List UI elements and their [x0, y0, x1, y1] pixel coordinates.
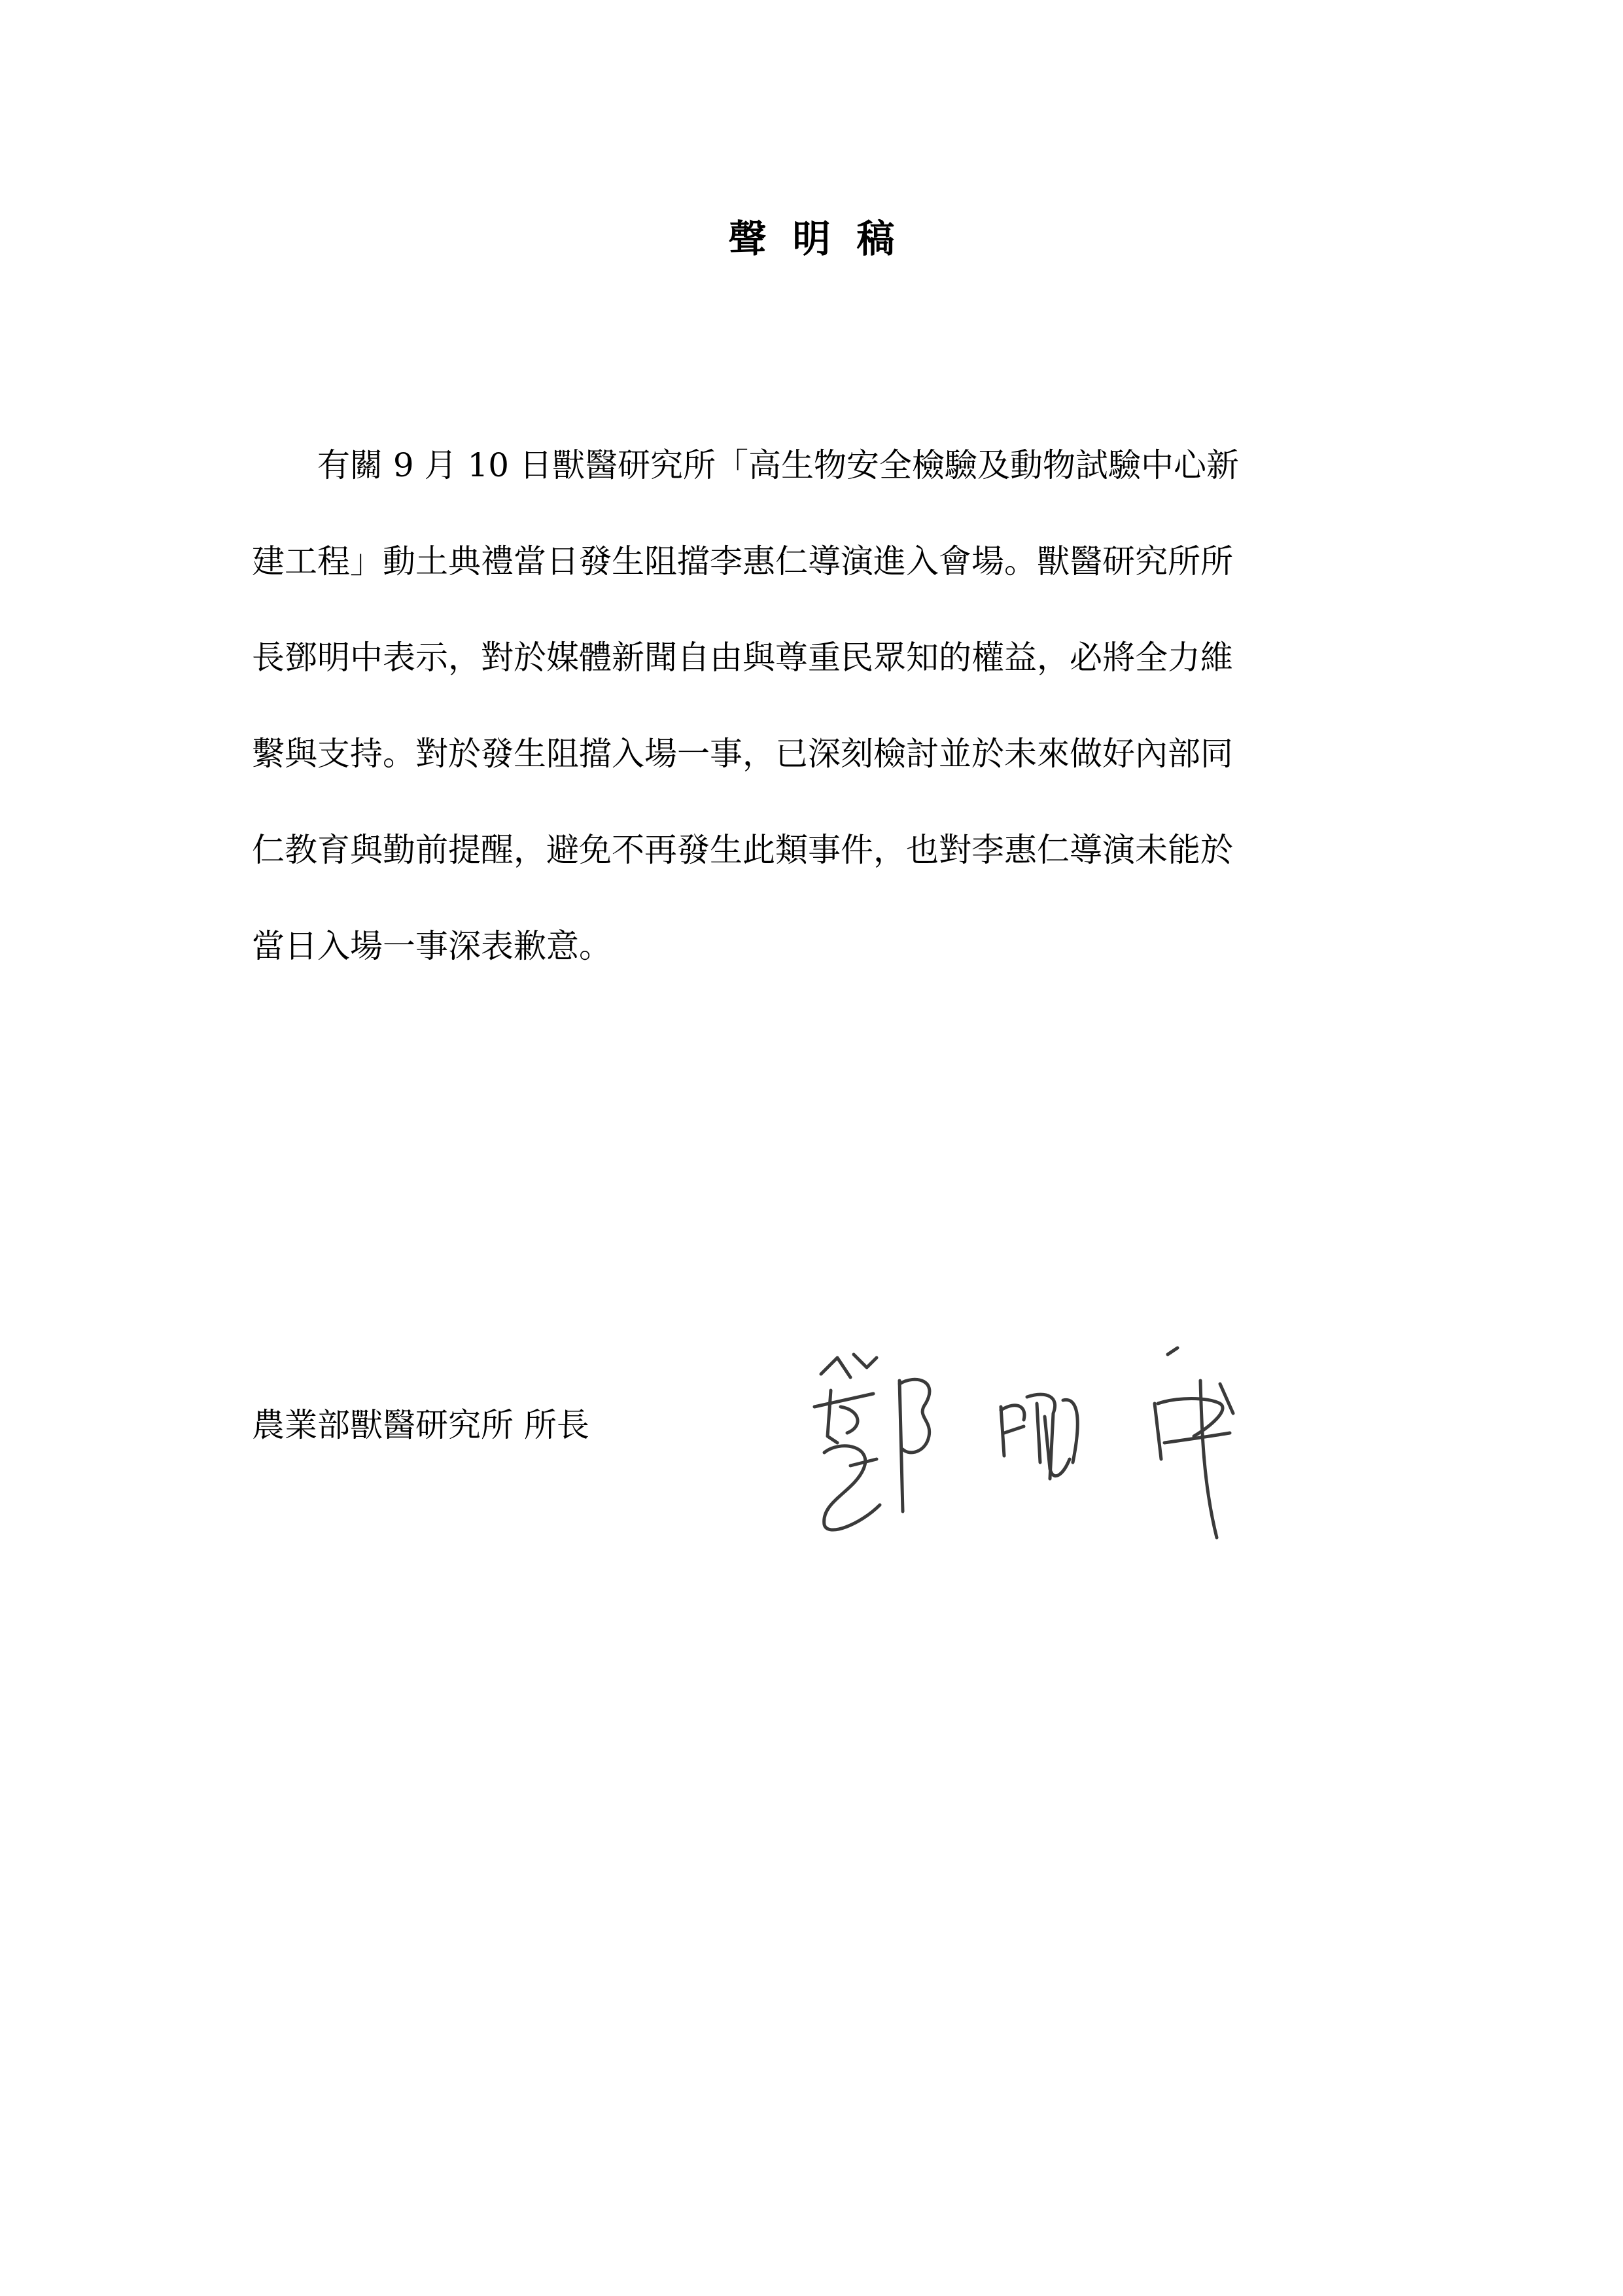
body-line-2: 建工程」動土典禮當日發生阻擋李惠仁導演進入會場。獸醫研究所所 — [252, 542, 1233, 580]
body-line-6: 當日入場一事深表歉意。 — [252, 927, 612, 965]
statement-body — [252, 417, 1384, 995]
body-line-5: 仁教育與勤前提醒，避免不再發生此類事件，也對李惠仁導演未能於 — [252, 831, 1233, 869]
body-line-1: 有關 9 月 10 日獸醫研究所「高生物安全檢驗及動物試驗中心新 — [317, 446, 1240, 484]
signature-icon — [801, 1328, 1312, 1544]
body-line-4: 繫與支持。對於發生阻擋入場一事，已深刻檢討並於未來做好內部同 — [252, 735, 1233, 773]
body-line-3: 長鄧明中表示，對於媒體新聞自由與尊重民眾知的權益，必將全力維 — [252, 639, 1233, 677]
document-title: 聲明稿 — [728, 217, 921, 261]
signatory-label: 農業部獸醫研究所 所長 — [252, 1406, 589, 1444]
